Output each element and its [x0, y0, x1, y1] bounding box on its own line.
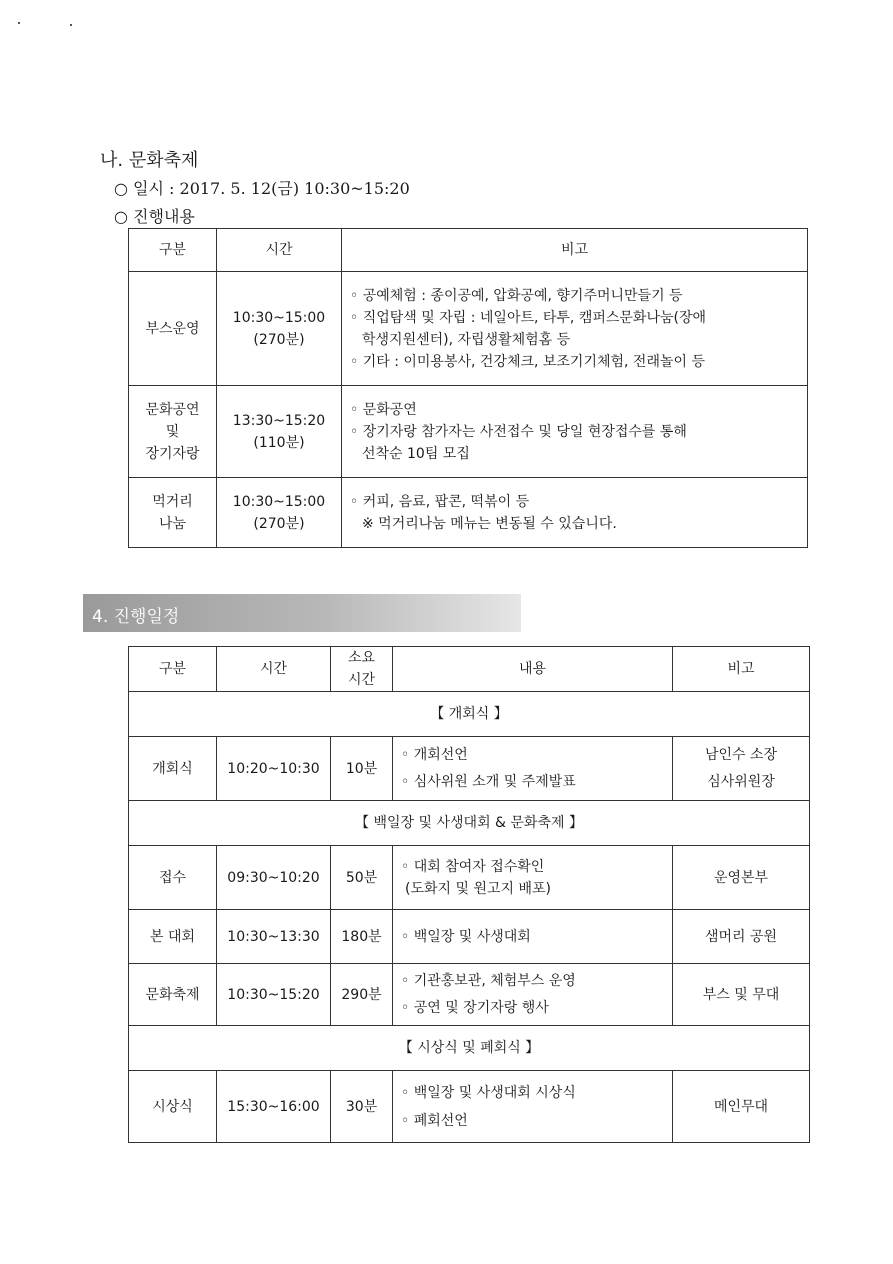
section-title-awards-closing: 【 시상식 및 폐회식 】 [129, 1026, 810, 1071]
row-category: 본 대회 [129, 910, 217, 964]
section-title-culture-festival: 나. 문화축제 [100, 150, 199, 171]
row-time [217, 386, 342, 478]
table-header-row [129, 229, 808, 272]
time-text: 10:30~15:00 [232, 309, 326, 326]
category-text: 문화공연 [145, 401, 200, 418]
header-category: 구분 [129, 229, 217, 272]
note-line: 심사위원장 [707, 773, 775, 790]
festival-content-table [128, 228, 808, 548]
row-category: 개회식 [129, 737, 217, 801]
section-row [129, 1026, 810, 1071]
row-content [393, 737, 673, 801]
row-duration: 50분 [331, 846, 393, 910]
table-row [129, 964, 810, 1026]
row-duration: 180분 [331, 910, 393, 964]
row-duration: 290분 [331, 964, 393, 1026]
header-duration [331, 647, 393, 692]
row-time: 10:30~15:20 [217, 964, 331, 1026]
row-note: 부스 및 무대 [673, 964, 810, 1026]
section-row [129, 692, 810, 737]
table-row [129, 272, 808, 386]
row-notes [342, 386, 808, 478]
row-content [393, 964, 673, 1026]
note-line: ◦ 공예체험 : 종이공예, 압화공예, 향기주머니만들기 등 [350, 287, 683, 304]
row-time: 10:30~13:30 [217, 910, 331, 964]
category-text: 및 [165, 423, 180, 440]
category-text: 먹거리 [152, 493, 193, 510]
note-line: 학생지원센터), 자립생활체험홈 등 [362, 331, 571, 348]
table-row [129, 478, 808, 548]
row-time: 15:30~16:00 [217, 1071, 331, 1143]
time-text: 10:30~15:00 [232, 493, 326, 510]
schedule-table [128, 646, 810, 1143]
content-line: (도화지 및 원고지 배포) [405, 880, 551, 897]
row-category: 문화축제 [129, 964, 217, 1026]
table-row [129, 737, 810, 801]
note-line: ◦ 직업탐색 및 자립 : 네일아트, 타투, 캠퍼스문화나눔(장애 [350, 309, 707, 326]
festival-progress-line: ○ 진행내용 [114, 207, 195, 226]
section-row [129, 801, 810, 846]
category-text: 장기자랑 [145, 445, 200, 462]
row-time [217, 272, 342, 386]
category-text: 부스운영 [145, 320, 200, 337]
note-line: ※ 먹거리나눔 메뉴는 변동될 수 있습니다. [362, 515, 617, 532]
header-time: 시간 [217, 647, 331, 692]
row-note [673, 737, 810, 801]
note-line: ◦ 문화공연 [350, 401, 417, 418]
header-category: 구분 [129, 647, 217, 692]
content-line: ◦ 심사위원 소개 및 주제발표 [401, 773, 576, 790]
content-line: ◦ 기관홍보관, 체험부스 운영 [401, 972, 576, 989]
row-category [129, 272, 217, 386]
content-line: ◦ 백일장 및 사생대회 시상식 [401, 1084, 576, 1101]
row-time: 09:30~10:20 [217, 846, 331, 910]
table-row [129, 846, 810, 910]
row-duration: 10분 [331, 737, 393, 801]
note-line: ◦ 장기자랑 참가자는 사전접수 및 당일 현장접수를 통해 [350, 423, 687, 440]
festival-date-line: ○ 일시 : 2017. 5. 12(금) 10:30~15:20 [114, 179, 410, 198]
header-duration-line: 소요 [347, 650, 376, 666]
header-duration-line: 시간 [347, 672, 376, 688]
row-duration: 30분 [331, 1071, 393, 1143]
row-note: 메인무대 [673, 1071, 810, 1143]
row-note: 운영본부 [673, 846, 810, 910]
note-line: 선착순 10팀 모집 [362, 445, 470, 462]
section-title-contest-festival: 【 백일장 및 사생대회 & 문화축제 】 [129, 801, 810, 846]
row-content: ◦ 백일장 및 사생대회 [393, 910, 673, 964]
row-notes [342, 272, 808, 386]
row-content [393, 846, 673, 910]
section-bar-schedule [83, 594, 521, 632]
row-note: 샘머리 공원 [673, 910, 810, 964]
table-row [129, 1071, 810, 1143]
content-line: ◦ 개회선언 [401, 746, 468, 763]
header-content: 내용 [393, 647, 673, 692]
header-time: 시간 [217, 229, 342, 272]
row-time: 10:20~10:30 [217, 737, 331, 801]
duration-text: (270분) [253, 515, 305, 532]
content-line: ◦ 공연 및 장기자랑 행사 [401, 999, 549, 1016]
section-title-opening: 【 개회식 】 [129, 692, 810, 737]
row-category [129, 478, 217, 548]
duration-text: (110분) [253, 434, 305, 451]
row-category [129, 386, 217, 478]
row-category: 접수 [129, 846, 217, 910]
time-text: 13:30~15:20 [232, 412, 326, 429]
section-title-schedule: 4. 진행일정 [92, 607, 180, 627]
table-row [129, 910, 810, 964]
note-line: ◦ 커피, 음료, 팝콘, 떡볶이 등 [350, 493, 530, 510]
table-header-row [129, 647, 810, 692]
table-row [129, 386, 808, 478]
scan-speck [18, 22, 20, 24]
note-line: ◦ 기타 : 이미용봉사, 건강체크, 보조기기체험, 전래놀이 등 [350, 353, 706, 370]
header-note: 비고 [673, 647, 810, 692]
content-line: ◦ 폐회선언 [401, 1112, 468, 1129]
note-line: 남인수 소장 [704, 746, 778, 763]
header-notes: 비고 [342, 229, 808, 272]
row-time [217, 478, 342, 548]
scan-speck [70, 24, 72, 26]
row-category: 시상식 [129, 1071, 217, 1143]
duration-text: (270분) [253, 331, 305, 348]
row-notes [342, 478, 808, 548]
content-line: ◦ 대회 참여자 접수확인 [401, 858, 545, 875]
row-content [393, 1071, 673, 1143]
category-text: 나눔 [158, 515, 187, 532]
